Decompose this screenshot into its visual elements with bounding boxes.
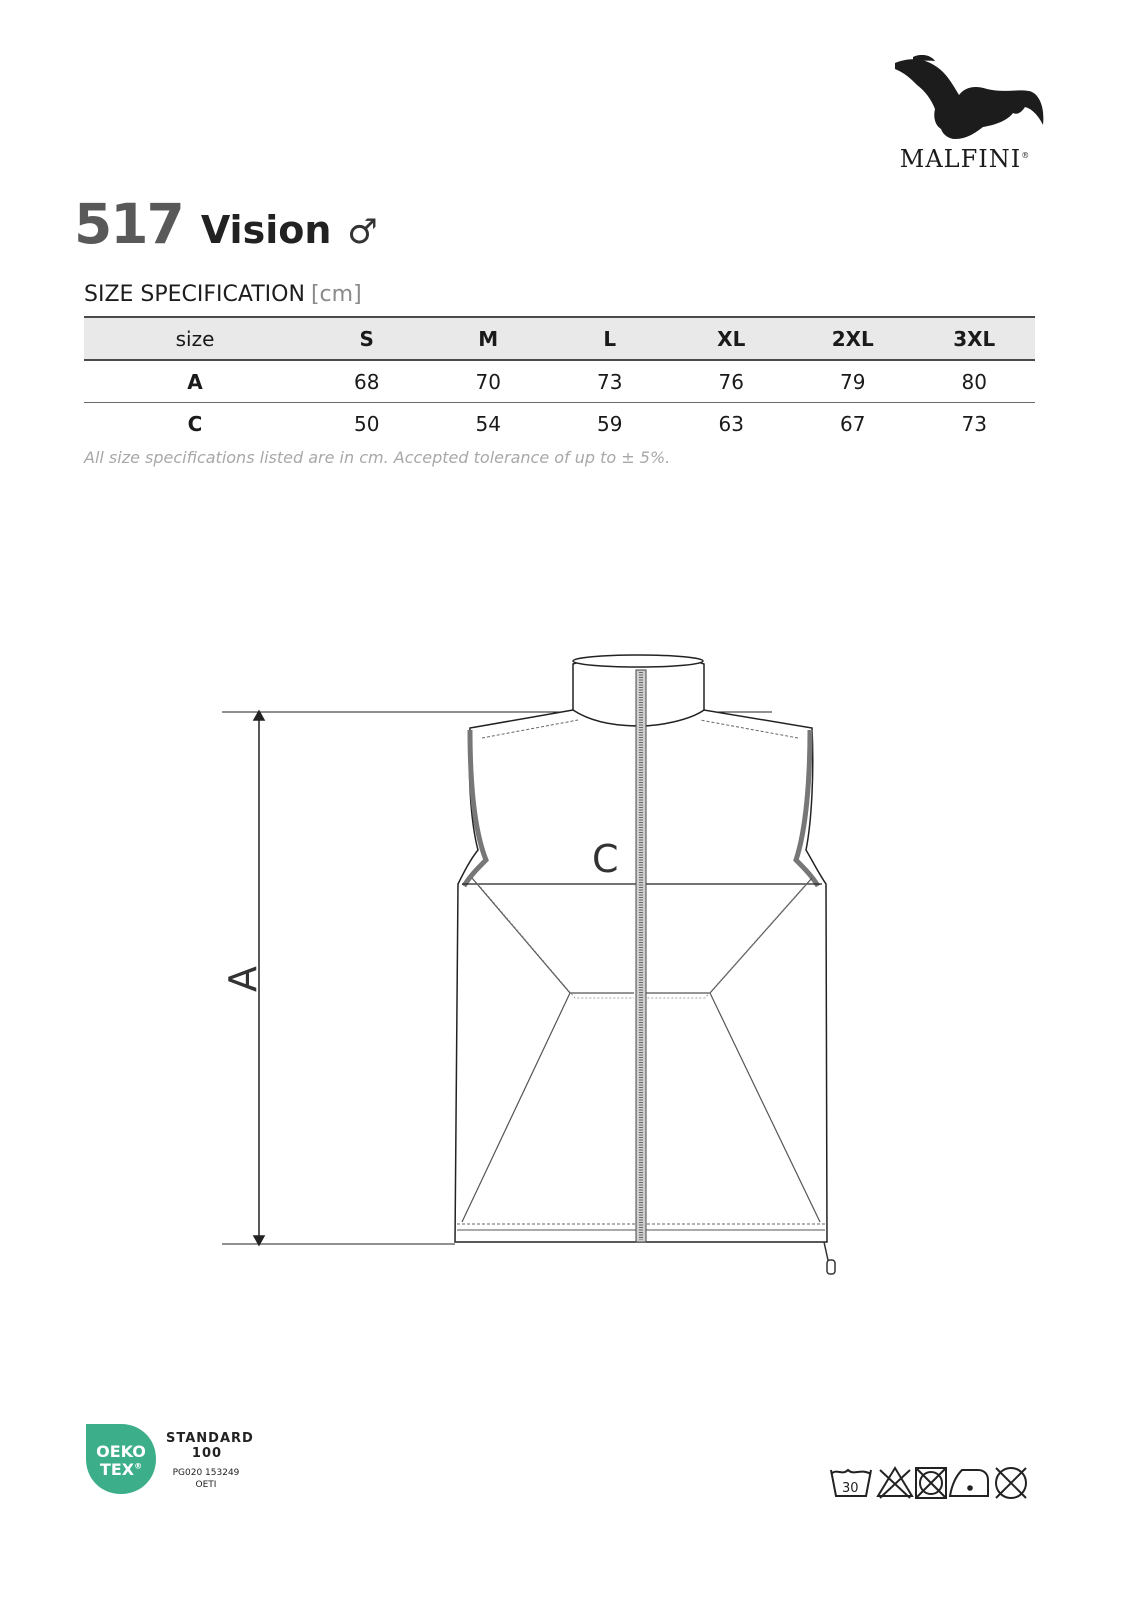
size-header-cell: 3XL (914, 317, 1036, 360)
table-cell: 68 (306, 360, 428, 403)
table-cell: 67 (840, 411, 866, 436)
table-cell: 70 (428, 360, 550, 403)
male-icon: ♂ (347, 212, 378, 252)
wash-30-icon (831, 1470, 871, 1496)
vest-collar-top (573, 655, 703, 667)
oeko-badge-line1: OEKO (96, 1442, 146, 1461)
size-header-cell: S (306, 317, 428, 360)
spec-unit: [cm] (310, 282, 362, 307)
no-bleach-icon (878, 1468, 912, 1498)
row-label: C (187, 411, 203, 436)
size-table (84, 316, 1035, 444)
iron-low-icon (950, 1470, 988, 1496)
vest-cord-stopper (827, 1260, 835, 1274)
product-name: Vision (200, 208, 332, 252)
vest-zipper (636, 670, 646, 1242)
spec-heading (84, 282, 362, 307)
care-symbols (828, 1462, 1033, 1506)
oeko-issuer: OETI (195, 1480, 217, 1490)
size-header-label: size (84, 317, 306, 360)
table-cell: 73 (549, 360, 671, 403)
row-label: A (84, 360, 306, 403)
oeko-code: PG020 153249 (172, 1468, 240, 1478)
table-cell: 59 (597, 411, 623, 436)
diagram-label-c: C (592, 837, 619, 881)
table-cell: 76 (671, 360, 793, 403)
product-title (74, 192, 378, 262)
size-header-cell: XL (671, 317, 793, 360)
eagle-icon (895, 55, 1045, 150)
size-header-cell: 2XL (792, 317, 914, 360)
oeko-standard: STANDARD (166, 1431, 254, 1446)
size-header-cell: M (428, 317, 550, 360)
table-cell: 73 (961, 411, 987, 436)
brand-name: MALFINI® (899, 145, 1031, 173)
table-cell: 54 (475, 411, 501, 436)
table-cell: 79 (792, 360, 914, 403)
size-header-cell: L (549, 317, 671, 360)
wash-temperature: 30 (842, 1481, 859, 1496)
table-cell: 50 (354, 411, 380, 436)
spec-heading-text: SIZE SPECIFICATION (84, 282, 305, 307)
diagram-label-a: A (221, 966, 265, 992)
vest-diagram (0, 560, 1131, 1320)
table-cell: 80 (914, 360, 1036, 403)
no-tumble-dry-icon (916, 1468, 946, 1498)
table-row (84, 360, 1035, 403)
table-row (84, 403, 1035, 445)
oeko-number: 100 (191, 1446, 223, 1461)
size-header-row (84, 317, 1035, 360)
table-cell: 63 (718, 411, 744, 436)
oeko-badge-line2: TEX® (99, 1460, 143, 1479)
product-code: 517 (74, 192, 183, 256)
no-dry-clean-icon (996, 1468, 1026, 1498)
tolerance-note: All size specifications listed are in cm. Accepted tolerance of up to ± 5%. (84, 448, 671, 467)
